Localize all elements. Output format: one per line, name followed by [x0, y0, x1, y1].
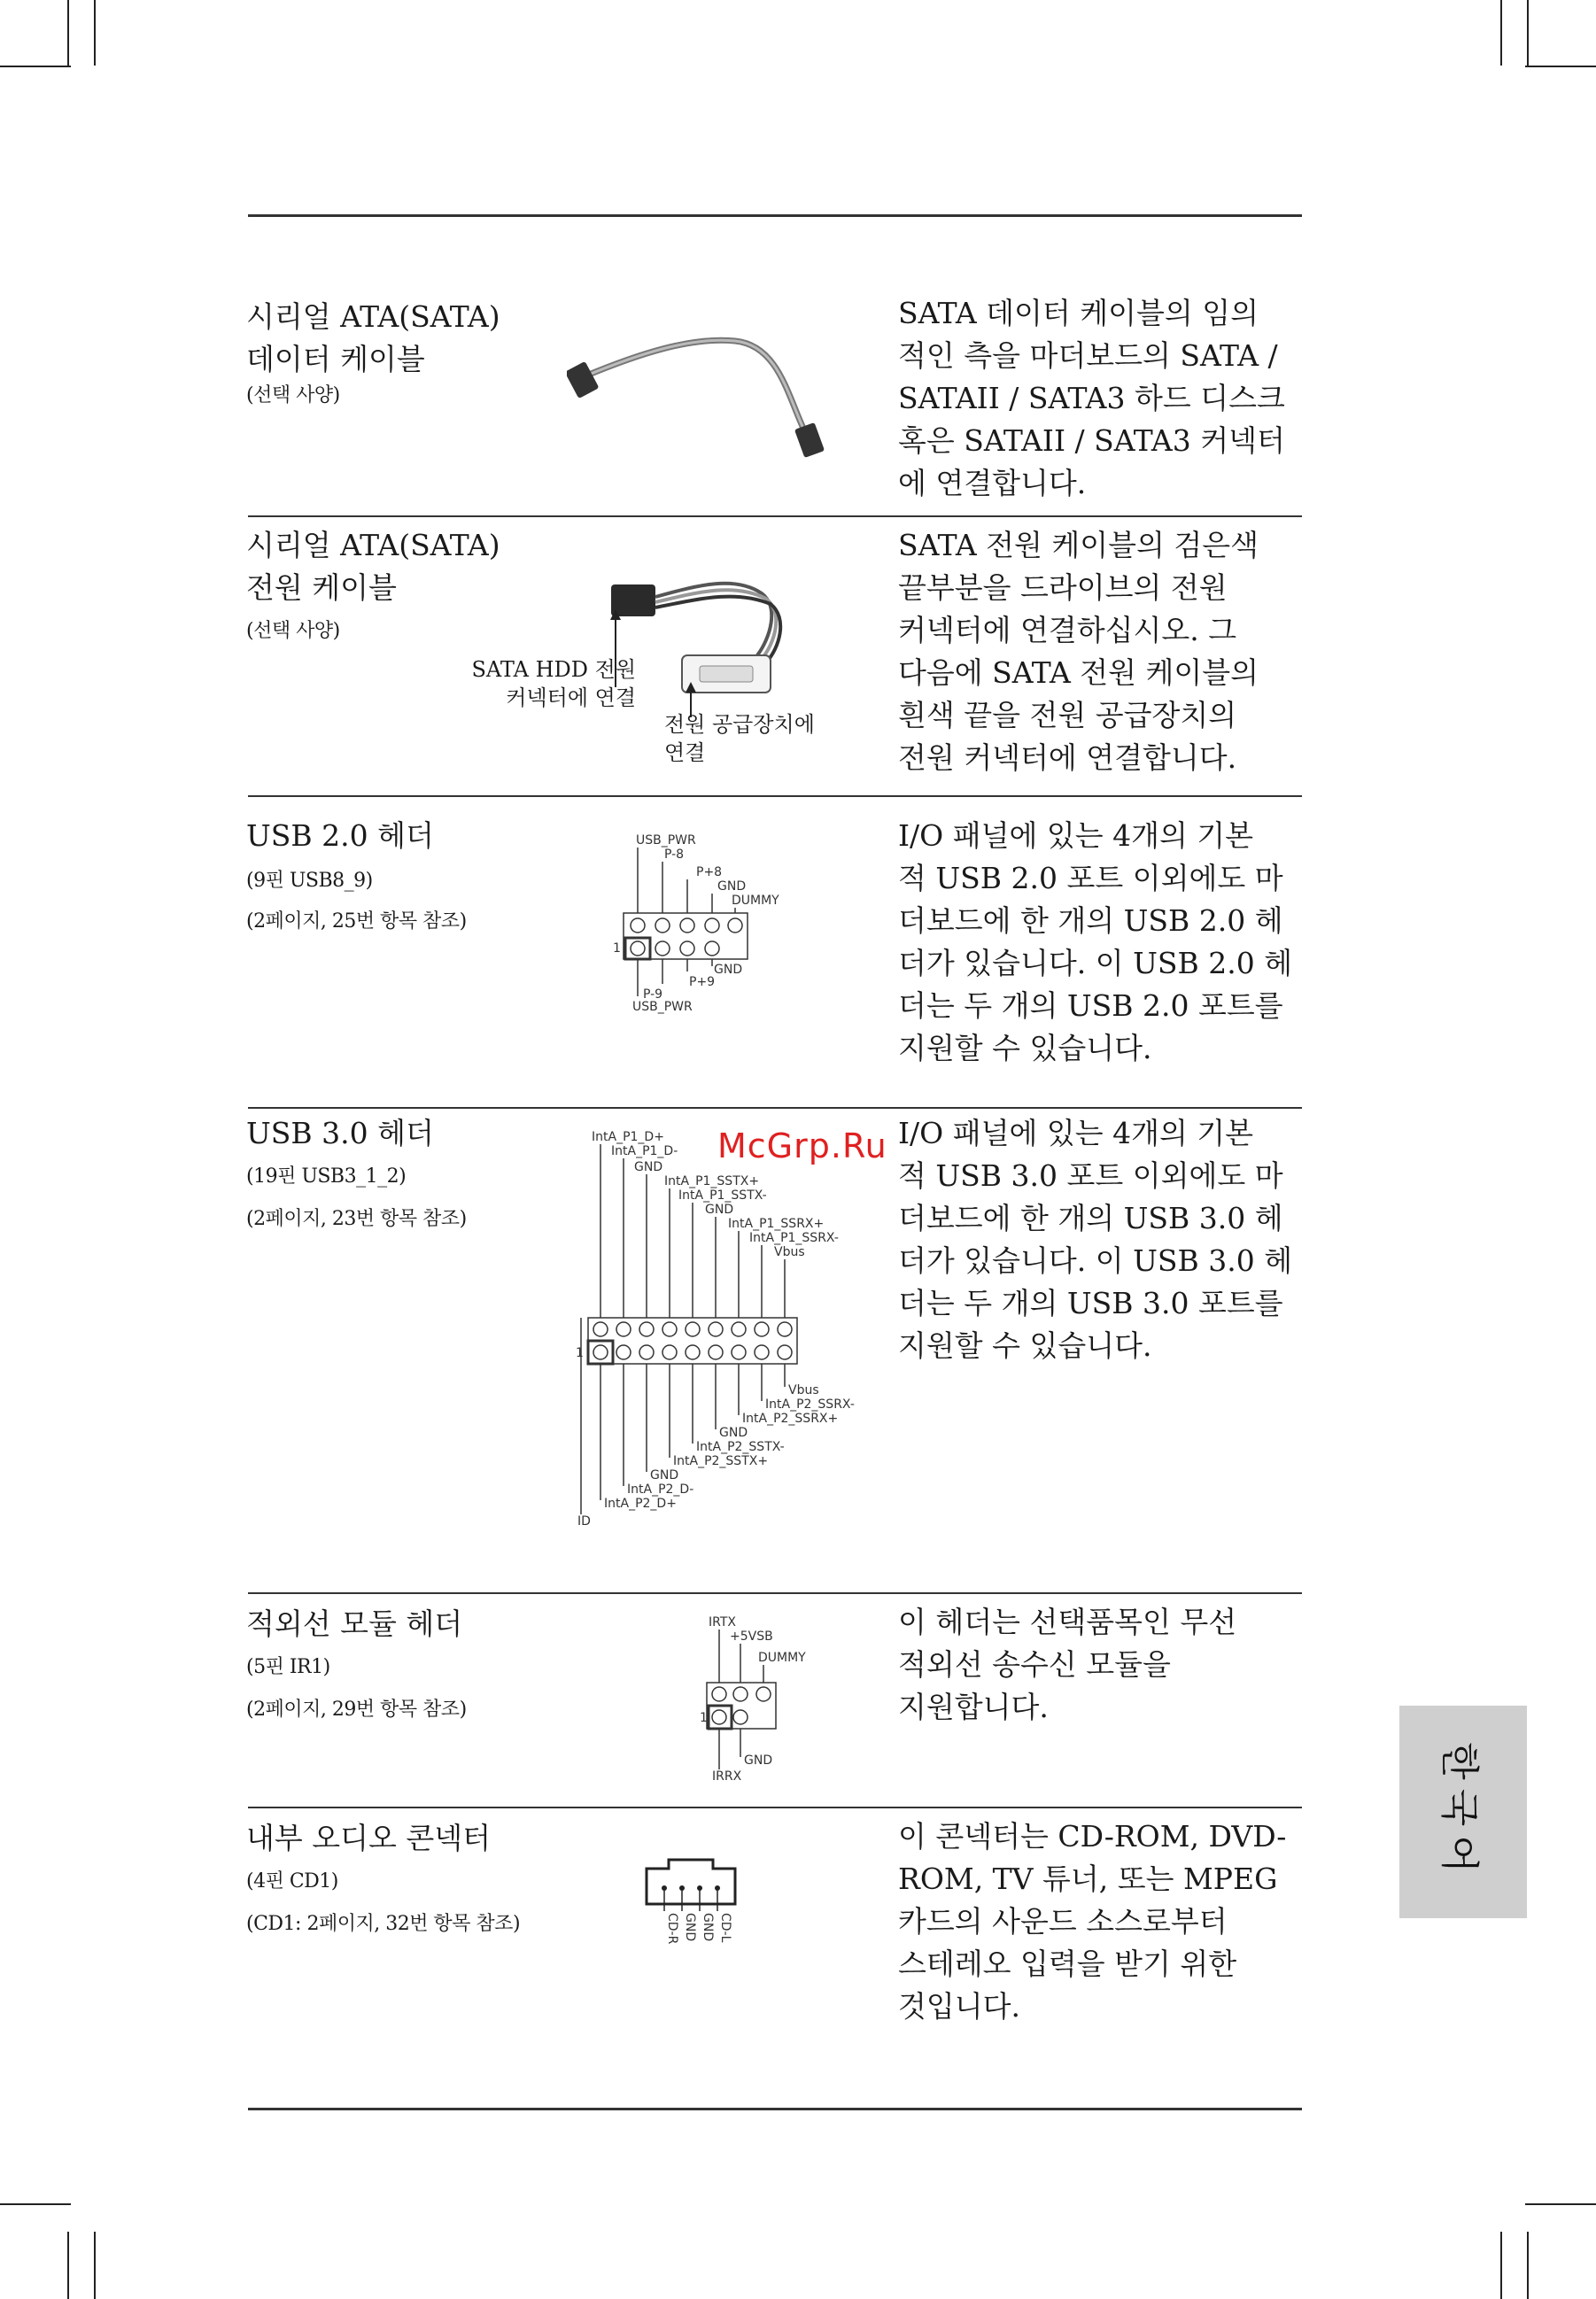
pin-label: GND: [701, 1913, 715, 1942]
section-subtitle: (4핀 CD1): [246, 1870, 338, 1893]
pin-label: +5VSB: [730, 1629, 773, 1644]
desc-line: I/O 패널에 있는 4개의 기본: [898, 1116, 1254, 1150]
callout-line: 커넥터에 연결: [506, 685, 636, 710]
desc-line: 더가 있습니다. 이 USB 3.0 헤: [898, 1243, 1293, 1278]
section-subtitle: (선택 사양): [246, 620, 340, 642]
desc-line: 지원할 수 있습니다.: [898, 1328, 1152, 1363]
section-divider: [248, 1592, 1302, 1594]
section-description: [898, 1112, 1314, 1367]
pin-label: CD-L: [718, 1913, 732, 1943]
usb3-pin-diagram: [576, 1125, 895, 1568]
desc-line: ROM, TV 튜너, 또는 MPEG: [898, 1862, 1278, 1896]
section-title: 전원 케이블: [246, 570, 397, 605]
desc-line: 더가 있습니다. 이 USB 2.0 헤: [898, 946, 1293, 980]
section-title: 시리얼 ATA(SATA): [246, 528, 500, 562]
pin-label: IRRX: [712, 1769, 742, 1784]
crop-mark: [67, 0, 69, 66]
section-divider: [248, 515, 1302, 517]
section-divider: [248, 795, 1302, 797]
pin-label: IntA_P2_SSTX+: [673, 1454, 769, 1468]
desc-line: I/O 패널에 있는 4개의 기본: [898, 818, 1254, 853]
cd-in-connector-diagram: [642, 1858, 740, 1978]
desc-line: 지원합니다.: [898, 1690, 1049, 1724]
section-divider: [248, 1107, 1302, 1109]
pin-label: Vbus: [788, 1383, 819, 1397]
section-title: 데이터 케이블: [246, 342, 425, 376]
pin-label: P+9: [689, 975, 716, 989]
section-divider: [248, 1807, 1302, 1808]
crop-mark: [94, 0, 96, 66]
section-title: 내부 오디오 콘넥터: [246, 1821, 492, 1855]
crop-mark: [67, 2232, 69, 2299]
desc-line: 더보드에 한 개의 USB 3.0 헤: [898, 1201, 1283, 1235]
pin-label: IntA_P2_D-: [627, 1482, 694, 1497]
desc-line: 것입니다.: [898, 1989, 1021, 2024]
desc-line: 이 콘넥터는 CD-ROM, DVD-: [898, 1819, 1287, 1854]
pin-label: IntA_P2_D+: [604, 1497, 677, 1511]
section-description: [898, 815, 1314, 1070]
pin-label: GND: [634, 1160, 663, 1174]
pin1-marker: 1: [576, 1346, 584, 1360]
pin-label: GND: [683, 1913, 697, 1942]
crop-mark: [1527, 2232, 1529, 2299]
header-rule: [248, 214, 1302, 217]
usb2-pin-diagram: [611, 828, 833, 1023]
pin1-marker: 1: [700, 1711, 708, 1725]
desc-line: 흰색 끝을 전원 공급장치의: [898, 698, 1237, 732]
language-label: 한국어: [1437, 1742, 1483, 1882]
pin-label: DUMMY: [758, 1651, 806, 1665]
pin-label: IntA_P1_SSRX+: [728, 1217, 825, 1231]
section-description: [898, 292, 1314, 505]
pin-label: Vbus: [774, 1245, 805, 1259]
pin-label: GND: [744, 1753, 773, 1768]
desc-line: 에 연결합니다.: [898, 466, 1087, 500]
section-subtitle: (2페이지, 29번 항목 참조): [246, 1699, 467, 1721]
pin-label: IntA_P2_SSRX-: [765, 1397, 855, 1412]
pin-label: IntA_P1_D+: [592, 1130, 664, 1144]
crop-mark: [1500, 2232, 1502, 2299]
desc-line: 스테레오 입력을 받기 위한: [898, 1947, 1237, 1981]
pin-label: IntA_P2_SSRX+: [742, 1412, 839, 1426]
pin-label: P-9: [643, 987, 663, 1002]
section-title: 적외선 모듈 헤더: [246, 1606, 463, 1641]
pin-label: IntA_P1_SSTX-: [678, 1188, 767, 1203]
desc-line: 카드의 사운드 소스로부터: [898, 1904, 1228, 1939]
pin-label: ID: [577, 1514, 591, 1529]
crop-mark: [1525, 2203, 1596, 2205]
desc-line: 전원 커넥터에 연결합니다.: [898, 740, 1237, 775]
language-side-tab: [1399, 1706, 1527, 1918]
pin-label: USB_PWR: [632, 1000, 693, 1014]
desc-line: 지원할 수 있습니다.: [898, 1031, 1152, 1065]
desc-line: 적 USB 3.0 포트 이외에도 마: [898, 1158, 1283, 1193]
section-subtitle: (CD1: 2페이지, 32번 항목 참조): [246, 1913, 521, 1935]
ir-pin-diagram: [700, 1610, 868, 1787]
crop-mark: [1500, 0, 1502, 66]
desc-line: SATA 전원 케이블의 검은색: [898, 528, 1259, 562]
pin-label: IntA_P1_SSRX-: [749, 1231, 839, 1245]
sata-data-cable-image: [567, 319, 850, 461]
pin-label: GND: [717, 879, 747, 894]
pin-label: P-8: [664, 848, 685, 862]
desc-line: 적인 측을 마더보드의 SATA /: [898, 338, 1278, 373]
section-subtitle: (선택 사양): [246, 384, 340, 406]
section-title: USB 2.0 헤더: [246, 818, 434, 853]
section-title: 시리얼 ATA(SATA): [246, 299, 500, 334]
callout-line: 전원 공급장치에: [664, 712, 815, 737]
psu-callout: [664, 710, 815, 767]
desc-line: 더는 두 개의 USB 3.0 포트를: [898, 1286, 1283, 1320]
desc-line: 커넥터에 연결하십시오. 그: [898, 613, 1237, 647]
callout-line: SATA HDD 전원: [471, 657, 636, 682]
pin-label: GND: [719, 1426, 748, 1440]
crop-mark: [1527, 0, 1529, 66]
watermark: McGrp.Ru: [717, 1126, 887, 1165]
hdd-callout: [468, 655, 636, 712]
footer-rule: [248, 2108, 1302, 2110]
pin-label: GND: [714, 963, 743, 977]
pin-label: GND: [705, 1203, 734, 1217]
section-subtitle: (19핀 USB3_1_2): [246, 1165, 407, 1188]
section-description: [898, 1815, 1314, 2028]
crop-mark: [1525, 66, 1596, 67]
section-subtitle: (5핀 IR1): [246, 1656, 330, 1678]
desc-line: SATA 데이터 케이블의 임의: [898, 296, 1259, 330]
pin-label: IntA_P2_SSTX-: [696, 1440, 785, 1454]
desc-line: 끝부분을 드라이브의 전원: [898, 570, 1228, 605]
section-description: [898, 524, 1314, 779]
callout-line: 연결: [664, 740, 706, 765]
desc-line: 적 USB 2.0 포트 이외에도 마: [898, 861, 1283, 895]
pin-label: CD-R: [665, 1913, 679, 1945]
desc-line: SATAII / SATA3 하드 디스크: [898, 381, 1285, 415]
desc-line: 더는 두 개의 USB 2.0 포트를: [898, 988, 1283, 1023]
section-title: USB 3.0 헤더: [246, 1116, 434, 1150]
desc-line: 적외선 송수신 모듈을: [898, 1647, 1171, 1682]
pin-label: IntA_P1_SSTX+: [664, 1174, 760, 1188]
pin-label: GND: [650, 1468, 679, 1482]
pin-label: USB_PWR: [636, 833, 696, 848]
crop-mark: [0, 2203, 71, 2205]
desc-line: 혹은 SATAII / SATA3 커넥터: [898, 423, 1285, 458]
section-subtitle: (9핀 USB8_9): [246, 870, 373, 892]
crop-mark: [0, 66, 71, 67]
desc-line: 다음에 SATA 전원 케이블의: [898, 655, 1259, 690]
desc-line: 더보드에 한 개의 USB 2.0 헤: [898, 903, 1283, 938]
pin1-marker: 1: [613, 941, 621, 956]
desc-line: 이 헤더는 선택품목인 무선: [898, 1605, 1237, 1639]
pin-label: IntA_P1_D-: [611, 1144, 678, 1158]
pin-label: P+8: [696, 865, 723, 879]
section-description: [898, 1601, 1314, 1729]
crop-mark: [94, 2232, 96, 2299]
section-subtitle: (2페이지, 23번 항목 참조): [246, 1208, 467, 1230]
pin-label: IRTX: [709, 1615, 736, 1629]
section-subtitle: (2페이지, 25번 항목 참조): [246, 910, 467, 933]
pin-label: DUMMY: [732, 894, 779, 908]
